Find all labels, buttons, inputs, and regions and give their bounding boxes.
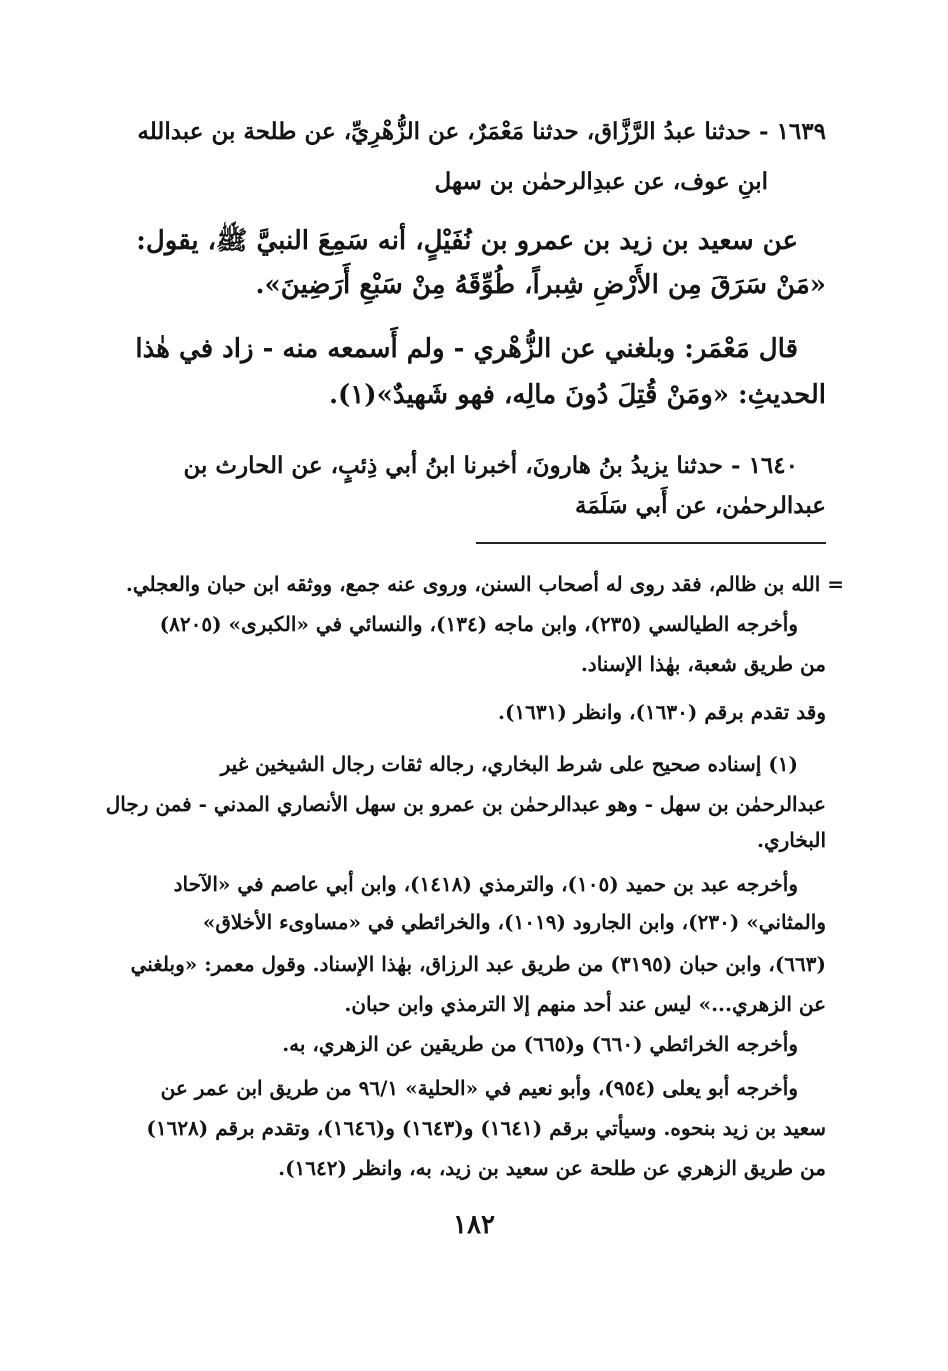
footnote-line: وأخرجه عبد بن حميد (١٠٥)، والترمذي (١٤١٨)، وابن أبي عاصم في «الآحاد xyxy=(173,872,798,896)
hadith-1640-line-1: ١٦٤٠ - حدثنا يزيدُ بنُ هارونَ، أخبرنا ابنُ أبي ذِئبٍ، عن الحارث بن xyxy=(183,452,798,479)
footnote-line: من طريق شعبة، بهٰذا الإسناد. xyxy=(580,652,826,676)
footnote-line: عبدالرحمٰن بن سهل - وهو عبدالرحمٰن بن عمرو بن سهل الأنصاري المدني - فمن رجال xyxy=(105,792,826,816)
footnote-line: البخاري. xyxy=(757,828,826,852)
footnote-line: (٦٦٣)، وابن حبان (٣١٩٥) من طريق عبد الرزاق، بهٰذا الإسناد. وقول معمر: «وبلغني xyxy=(130,952,826,976)
footnote-line: وأخرجه الطيالسي (٢٣٥)، وابن ماجه (١٣٤)، والنسائي في «الكبرى» (٨٢٠٥) xyxy=(159,612,798,636)
hadith-1640-line-2: عبدالرحمٰن، عن أَبي سَلَمَة xyxy=(574,492,826,519)
footnote-line: (١) إسناده صحيح على شرط البخاري، رجاله ثقات رجال الشيخين غير xyxy=(220,752,798,776)
footnote-line: من طريق الزهري عن طلحة عن سعيد بن زيد، به، وانظر (١٦٤٢). xyxy=(278,1156,826,1180)
footnote-separator xyxy=(476,542,826,544)
footnote-line: سعيد بن زيد بنحوه. وسيأتي برقم (١٦٤١) و(١٦٤٣) و(١٦٤٦)، وتقدم برقم (١٦٢٨) xyxy=(146,1116,826,1140)
page-number: ١٨٢ xyxy=(453,1210,495,1240)
footnote-line: وأخرجه الخرائطي (٦٦٠) و(٦٦٥) من طريقين عن الزهري، به. xyxy=(282,1032,798,1056)
footnote-line: عن الزهري...» ليس عند أحد منهم إلا الترمذي وابن حبان. xyxy=(344,992,826,1016)
hadith-text-line-3: قال مَعْمَر: وبلغني عن الزُّهْري - ولم أَسمعه منه - زاد في هٰذا xyxy=(135,334,798,364)
hadith-text-line-4: الحديثِ: «ومَنْ قُتِلَ دُونَ مالِه، فهو شَهيدٌ»(١). xyxy=(328,380,826,410)
hadith-1639-line-2: ابنِ عوف، عن عبدِالرحمٰن بن سهل xyxy=(434,168,768,195)
footnote-line: والمثاني» (٢٣٠)، وابن الجارود (١٠١٩)، والخرائطي في «مساوىء الأخلاق» xyxy=(202,910,826,934)
hadith-text-line-2: «مَنْ سَرَقَ مِن الأَرْضِ شِبراً، طُوِّقَهُ مِنْ سَبْعِ أَرَضِينَ». xyxy=(255,270,826,300)
hadith-text-line-1: عن سعيد بن زيد بن عمرو بن نُفَيْلٍ، أنه سَمِعَ النبيَّ ﷺ، يقول: xyxy=(136,226,798,256)
hadith-1639-line-1: ١٦٣٩ - حدثنا عبدُ الرَّزَّاق، حدثنا مَعْمَرٌ، عن الزُّهْرِيِّ، عن طلحة بن عبدالله xyxy=(137,118,826,145)
footnote-line: = الله بن ظالم، فقد روى له أصحاب السنن، وروى عنه جمع، ووثقه ابن حبان والعجلي. xyxy=(125,572,844,596)
footnote-line: وأخرجه أبو يعلى (٩٥٤)، وأبو نعيم في «الحلية» ٩٦/١ من طريق ابن عمر عن xyxy=(160,1076,798,1100)
footnote-line: وقد تقدم برقم (١٦٣٠)، وانظر (١٦٣١). xyxy=(497,700,826,724)
